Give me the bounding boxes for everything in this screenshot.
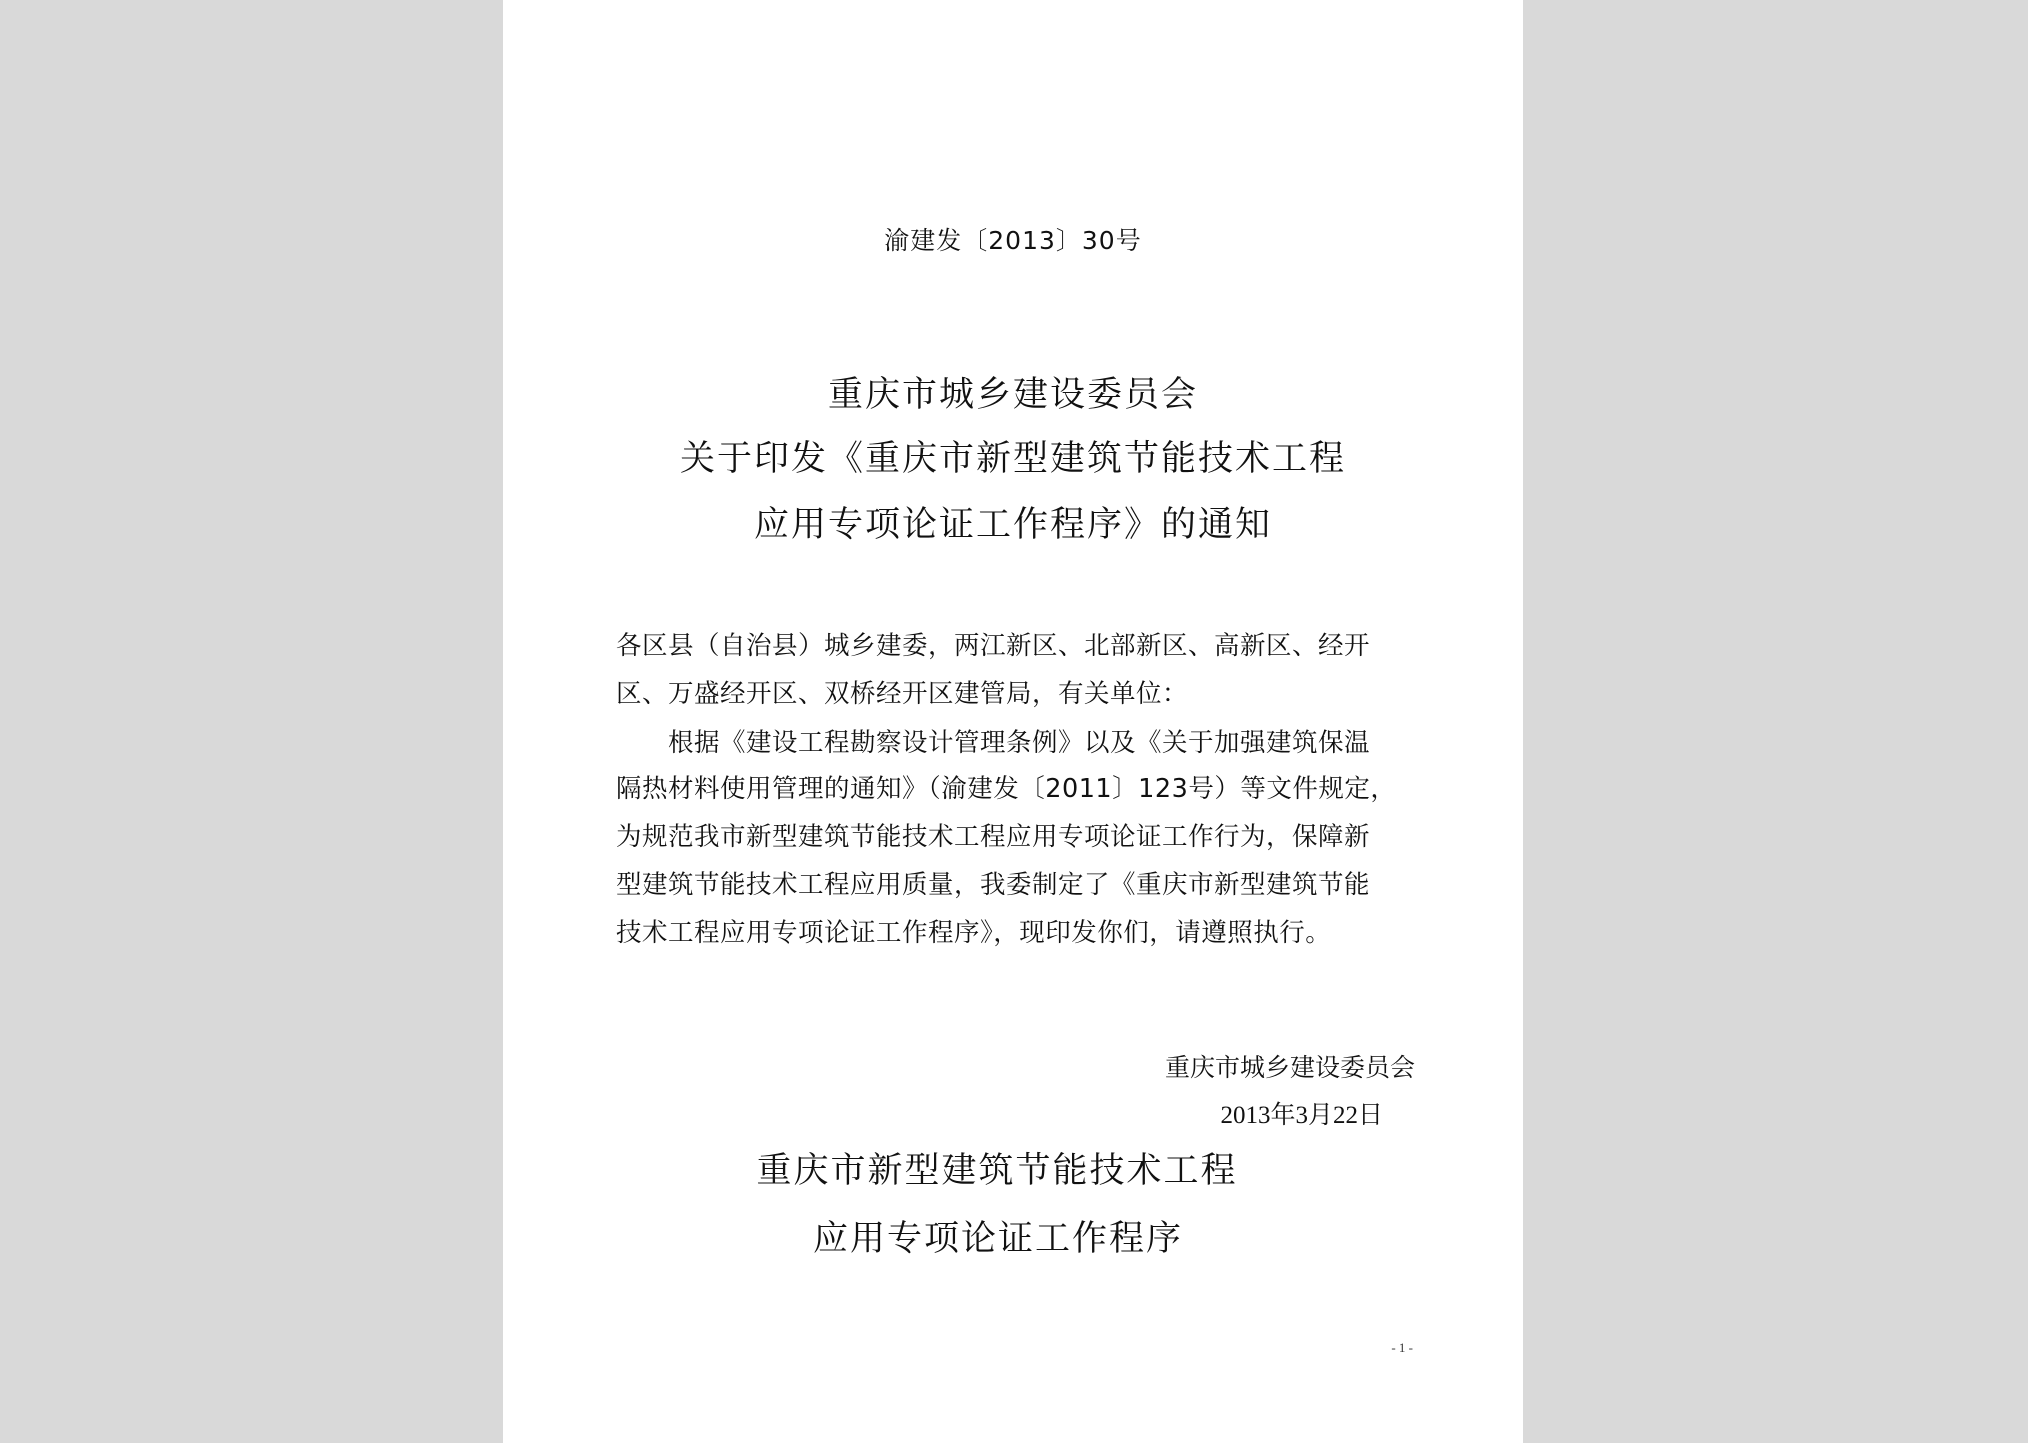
body-line-5: 为规范我市新型建筑节能技术工程应用专项论证工作行为，保障新 <box>616 822 1371 852</box>
document-page <box>503 0 1523 1443</box>
signature-date: 2013年3月22日 <box>1220 1102 1383 1129</box>
title-line-3: 应用专项论证工作程序》的通知 <box>753 505 1272 545</box>
body-line-7: 技术工程应用专项论证工作程序》，现印发你们，请遵照执行。 <box>616 918 1332 948</box>
signature-organization: 重庆市城乡建设委员会 <box>1164 1053 1415 1082</box>
attachment-title-line-2: 应用专项论证工作程序 <box>812 1219 1183 1259</box>
page-number: - 1 - <box>1391 1340 1413 1355</box>
body-line-6: 型建筑节能技术工程应用质量，我委制定了《重庆市新型建筑节能 <box>616 870 1371 900</box>
body-line-4: 隔热材料使用管理的通知》（渝建发〔2011〕123号）等文件规定， <box>616 774 1397 804</box>
body-line-3: 根据《建设工程勘察设计管理条例》以及《关于加强建筑保温 <box>668 728 1371 758</box>
body-line-1: 各区县（自治县）城乡建委，两江新区、北部新区、高新区、经开 <box>616 631 1371 661</box>
document-number: 渝建发〔2013〕30号 <box>884 226 1142 255</box>
title-line-1: 重庆市城乡建设委员会 <box>827 375 1198 415</box>
title-line-2: 关于印发《重庆市新型建筑节能技术工程 <box>679 439 1346 479</box>
body-line-2: 区、万盛经开区、双桥经开区建管局，有关单位： <box>616 679 1189 709</box>
attachment-title-line-1: 重庆市新型建筑节能技术工程 <box>756 1151 1238 1191</box>
